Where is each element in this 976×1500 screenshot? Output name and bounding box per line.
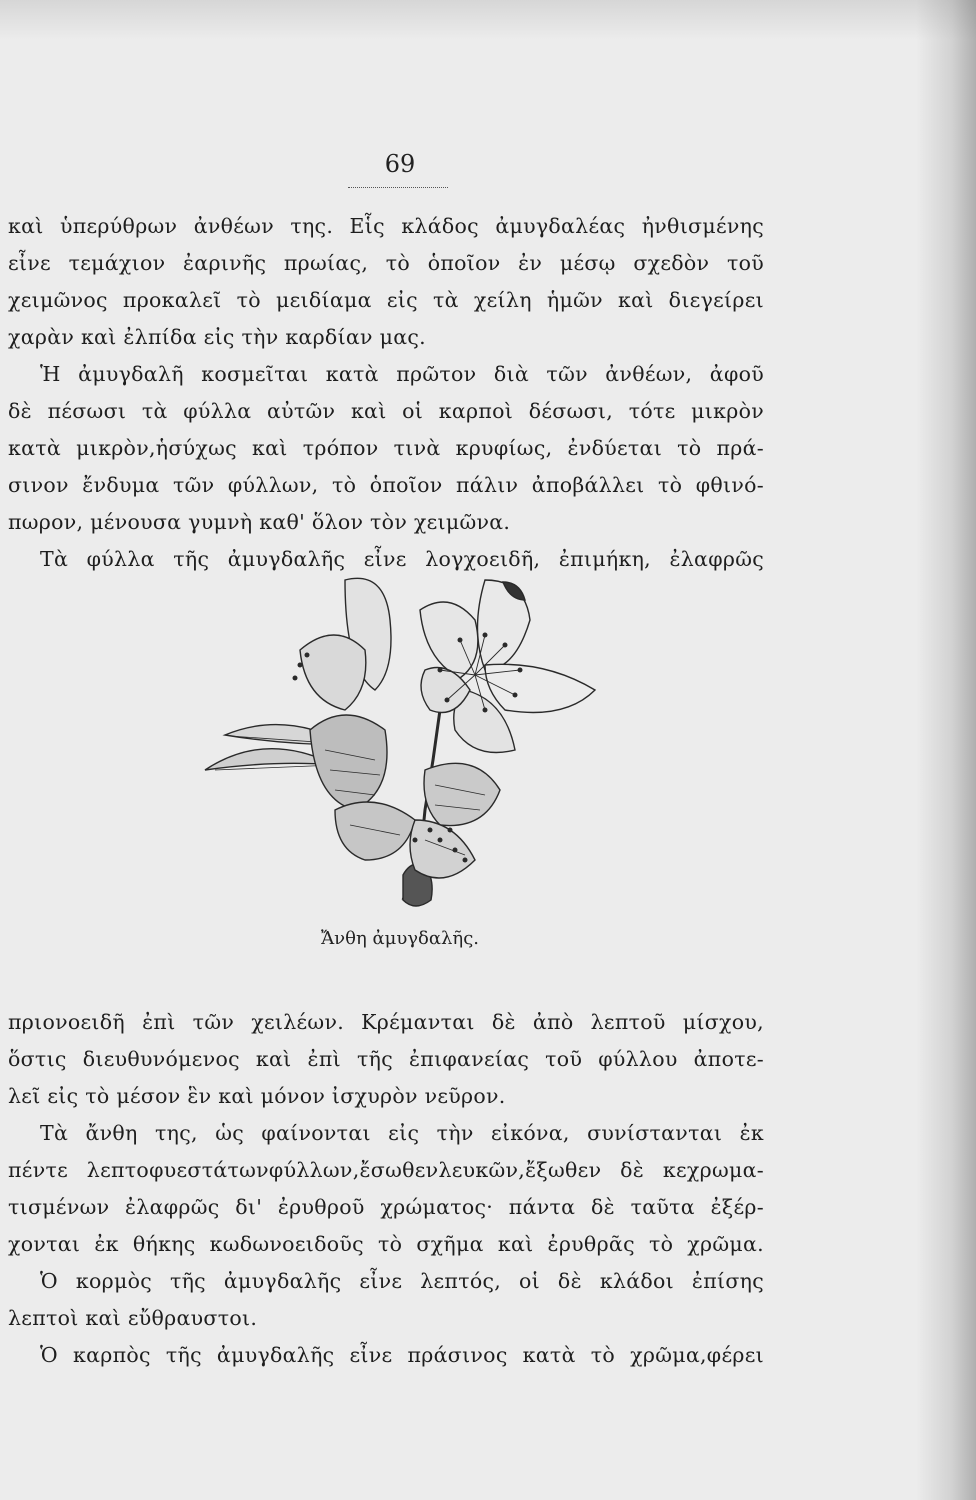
text-line: χαρὰν καὶ ἐλπίδα εἰς τὴν καρδίαν μας. [8,325,426,349]
text-line: τισμένων ἐλαφρῶς δι' ἐρυθροῦ χρώματος· πάντα δὲ ταῦτα ἐξέρ- [8,1195,764,1219]
text-block-top [8,208,764,578]
almond-blossom-illustration [185,560,605,930]
text-line: Τὰ φύλλα τῆς ἀμυγδαλῆς εἶνε λογχοειδῆ, ἐπιμήκη, ἐλαφρῶς [40,547,764,571]
text-line: εἶνε τεμάχιον ἐαρινῆς πρωίας, τὸ ὁποῖον ἐν μέσῳ σχεδὸν τοῦ [8,251,764,275]
text-line: δὲ πέσωσι τὰ φύλλα αὐτῶν καὶ οἱ καρποὶ δέσωσι, τότε μικρὸν [8,399,764,423]
text-line: λεπτοὶ καὶ εὔθραυστοι. [8,1306,258,1330]
page-top-shadow [0,0,976,40]
text-line: πέντε λεπτοφυεστάτωνφύλλων,ἔσωθενλευκῶν,ἔξωθεν δὲ κεχρωμα- [8,1158,764,1182]
page-right-edge-shadow [916,0,976,1500]
text-line: καὶ ὑπερύθρων ἀνθέων της. Εἷς κλάδος ἀμυγδαλέας ἠνθισμένης [8,214,764,238]
text-line: κατὰ μικρὸν,ἡσύχως καὶ τρόπον τινὰ κρυφίως, ἐνδύεται τὸ πρά- [8,436,764,460]
text-line: χειμῶνος προκαλεῖ τὸ μειδίαμα εἰς τὰ χείλη ἡμῶν καὶ διεγείρει [8,288,764,312]
text-line: λεῖ εἰς τὸ μέσον ἓν καὶ μόνον ἰσχυρὸν νεῦρον. [8,1084,506,1108]
text-line: χονται ἐκ θήκης κωδωνοειδοῦς τὸ σχῆμα καὶ ἐρυθρᾶς τὸ χρῶμα. [8,1232,764,1256]
text-block-bottom [8,1004,764,1374]
text-line: πωρον, μένουσα γυμνὴ καθ' ὅλον τὸν χειμῶνα. [8,510,511,534]
text-line: Ὁ κορμὸς τῆς ἀμυγδαλῆς εἶνε λεπτός, οἱ δὲ κλάδοι ἐπίσης [40,1269,764,1293]
page-number-rule [348,187,448,188]
page-number: 69 [384,150,416,178]
text-line: Τὰ ἄνθη της, ὡς φαίνονται εἰς τὴν εἰκόνα, συνίστανται ἐκ [40,1121,764,1145]
text-line: Ὁ καρπὸς τῆς ἀμυγδαλῆς εἶνε πράσινος κατὰ τὸ χρῶμα,φέρει [40,1343,764,1367]
text-line: πριονοειδῆ ἐπὶ τῶν χειλέων. Κρέμανται δὲ ἀπὸ λεπτοῦ μίσχου, [8,1010,764,1034]
figure-caption: Ἄνθη ἀμυγδαλῆς. [320,928,480,949]
text-line: σινον ἔνδυμα τῶν φύλλων, τὸ ὁποῖον πάλιν ἀποβάλλει τὸ φθινό- [8,473,764,497]
text-line: Ἡ ἀμυγδαλῆ κοσμεῖται κατὰ πρῶτον διὰ τῶν ἀνθέων, ἀφοῦ [40,362,764,386]
text-line: ὅστις διευθυνόμενος καὶ ἐπὶ τῆς ἐπιφανείας τοῦ φύλλου ἀποτε- [8,1047,764,1071]
